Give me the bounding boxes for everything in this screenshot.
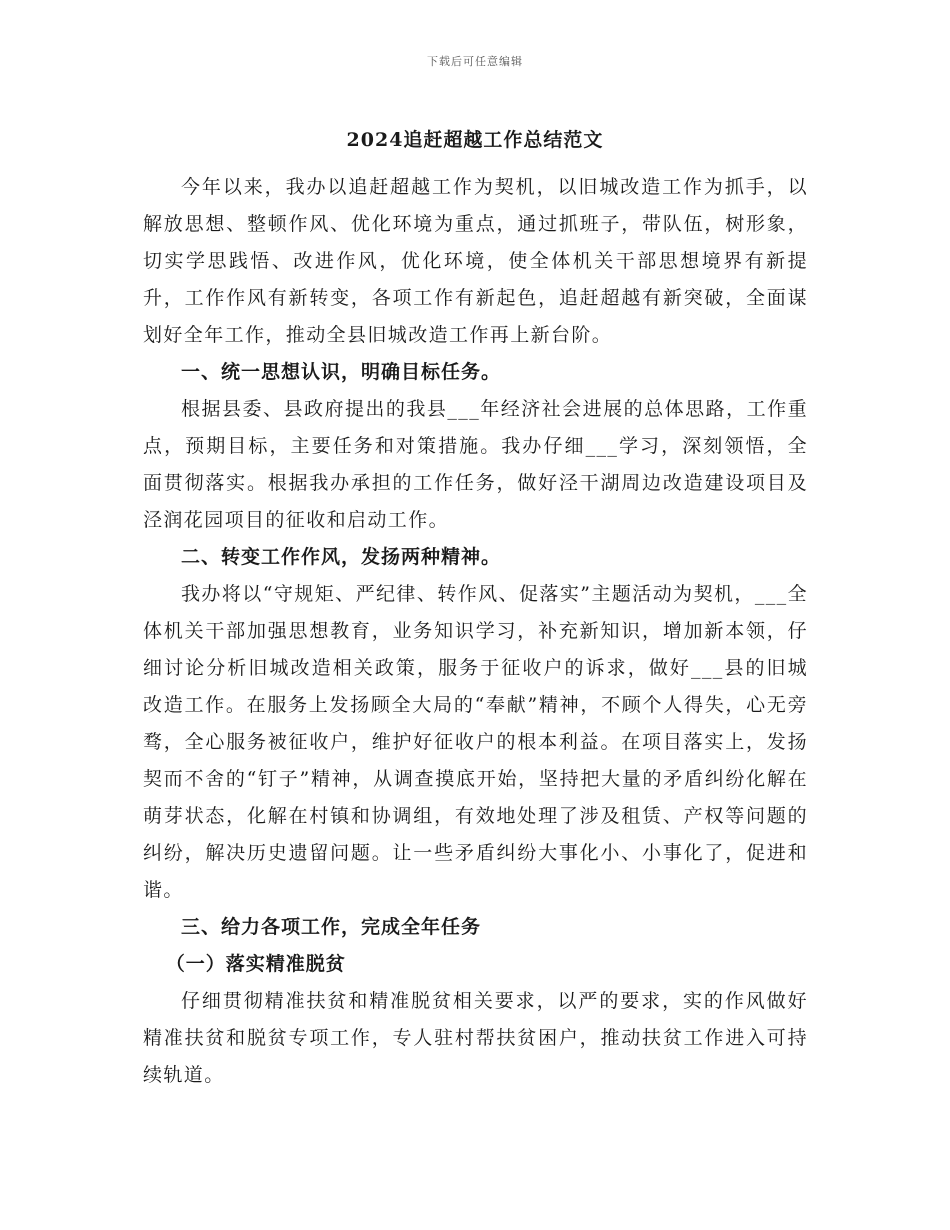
section-heading-3: 三、给力各项工作，完成全年任务 — [181, 916, 482, 938]
document-body — [143, 169, 808, 1094]
paragraph-section-2: 我办将以“守规矩、严纪律、转作风、促落实”主题活动为契机，___全体机关干部加强思想教育，业务知识学习，补充新知识，增加新本领，仔细讨论分析旧城改造相关政策，服务于征收户的诉求，做好___县的旧城改造工作。在服务上发扬顾全大局的“奉献”精神，不顾个人得失，心无旁骛，全心服务被征收户，维护好征收户的根本利益。在项目落实上，发扬契而不舍的“钉子”精神，从调查摸底开始，坚持把大量的矛盾纠纷化解在萌芽状态，化解在村镇和协调组，有效地处理了涉及租赁、产权等问题的纠纷，解决历史遗留问题。让一些矛盾纠纷大事化小、小事化了，促进和谐。 — [143, 583, 808, 901]
document-title: 2024追赶超越工作总结范文 — [346, 129, 604, 151]
paragraph-intro: 今年以来，我办以追赶超越工作为契机，以旧城改造工作为抓手，以解放思想、整顿作风、优化环境为重点，通过抓班子，带队伍，树形象，切实学思践悟、改进作风，优化环境，使全体机关干部思想境界有新提升，工作作风有新转变，各项工作有新起色，追赶超越有新突破，全面谋划好全年工作，推动全县旧城改造工作再上新台阶。 — [143, 176, 808, 346]
header-note: 下载后可任意编辑 — [427, 55, 523, 68]
subsection-heading-1: （一）落实精准脱贫 — [165, 953, 346, 975]
section-heading-1: 一、统一思想认识，明确目标任务。 — [181, 361, 502, 383]
paragraph-subsection-1: 仔细贯彻精准扶贫和精准脱贫相关要求，以严的要求，实的作风做好精准扶贫和脱贫专项工作，专人驻村帮扶贫困户，推动扶贫工作进入可持续轨道。 — [143, 990, 808, 1086]
section-heading-2: 二、转变工作作风，发扬两种精神。 — [181, 546, 502, 568]
paragraph-section-1: 根据县委、县政府提出的我县___年经济社会进展的总体思路，工作重点，预期目标，主要任务和对策措施。我办仔细___学习，深刻领悟，全面贯彻落实。根据我办承担的工作任务，做好泾干湖周边改造建设项目及泾润花园项目的征收和启动工作。 — [143, 398, 808, 531]
